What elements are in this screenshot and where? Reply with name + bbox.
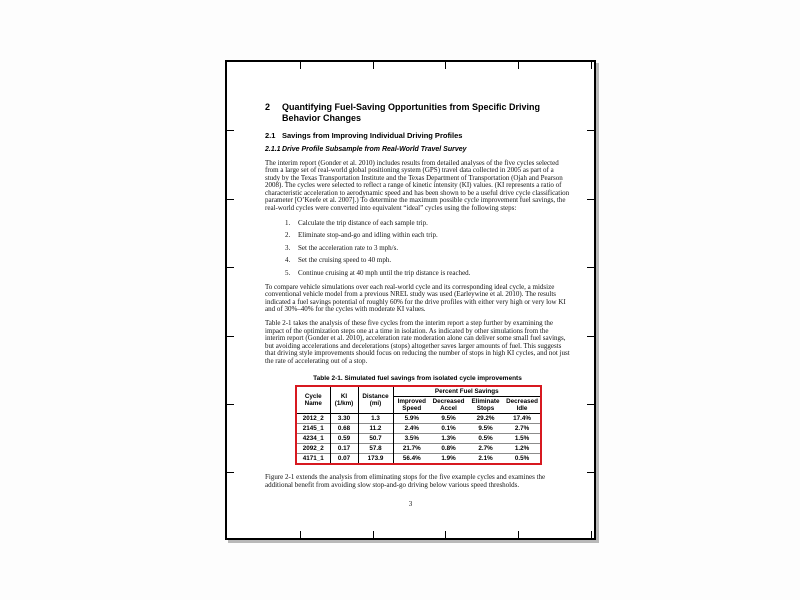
border-tick-mark	[227, 404, 234, 405]
table-block	[295, 375, 540, 465]
col-group-header-percent-fuel-savings: Percent Fuel Savings	[393, 386, 541, 397]
table-cell: 0.1%	[430, 423, 467, 433]
table-cell: 1.2%	[504, 443, 541, 453]
table-row	[296, 433, 541, 443]
paragraph-table-discussion: Table 2-1 takes the analysis of these five cycles from the interim report a step further by examining the impact of the optimization steps one at a time in isolation. As indicated by other simulations from the interim report (Gonder et al. 2010), acceleration rate moderation alone can deliver some small fuel savings, but avoiding accelerations and decelerations (stops) altogether saves larger amounts of fuel. This suggests that driving style improvements should focus on reducing the number of stops in high KI cycles, and not just the rate of accelerating out of a stop.	[265, 319, 570, 365]
table-cell: 0.5%	[504, 453, 541, 464]
list-item-number: 3.	[285, 243, 291, 252]
list-item-text: Set the acceleration rate to 3 mph/s.	[298, 243, 399, 252]
border-tick-mark	[518, 62, 519, 69]
list-item-text: Eliminate stop-and-go and idling within each trip.	[298, 231, 438, 240]
table-cell: 57.8	[358, 443, 393, 453]
page-number: 3	[408, 500, 413, 508]
chapter-title: Quantifying Fuel-Saving Opportunities from Specific Driving Behavior Changes	[282, 102, 541, 123]
list-item	[285, 245, 570, 253]
table-cell: 1.9%	[430, 453, 467, 464]
table-cell: 0.17	[330, 443, 358, 453]
table-cell: 2.7%	[504, 423, 541, 433]
border-tick-mark	[373, 62, 374, 69]
table-header	[296, 386, 541, 414]
table-cell: 2.7%	[467, 443, 504, 453]
list-item-number: 1.	[285, 218, 291, 227]
list-item-number: 4.	[285, 256, 291, 265]
table-cell: 50.7	[358, 433, 393, 443]
table-cell: 2.1%	[467, 453, 504, 464]
list-item	[285, 220, 570, 228]
table-cell: 173.9	[358, 453, 393, 464]
subsection-heading	[265, 146, 570, 154]
table-cell: 3.30	[330, 413, 358, 423]
border-tick-mark	[587, 472, 594, 473]
table-cell: 2012_2	[296, 413, 330, 423]
table-cell: 21.7%	[393, 443, 430, 453]
table-cell: 17.4%	[504, 413, 541, 423]
col-header-decreased-accel: Decreased Accel	[432, 397, 465, 412]
steps-list	[285, 220, 570, 278]
table-caption: Table 2-1. Simulated fuel savings from isolated cycle improvements	[313, 374, 522, 382]
col-header-ki: KI (1/km)	[330, 386, 358, 414]
list-item-text: Calculate the trip distance of each sample trip.	[298, 218, 428, 227]
border-tick-mark	[373, 531, 374, 538]
table-cell: 0.5%	[467, 433, 504, 443]
table-cell: 0.07	[330, 453, 358, 464]
list-item-number: 5.	[285, 269, 291, 278]
list-item	[285, 270, 570, 278]
border-tick-mark	[227, 130, 234, 131]
col-header-cycle-name: Cycle Name	[296, 386, 330, 414]
paragraph-simulation-results: To compare vehicle simulations over each real-world cycle and its corresponding ideal cycle, a midsize conventional vehicle model from a previous NREL study was used (Earleywine et al. 2010). The results indicated a fuel savings potential of roughly 60% for the drive profiles with either very high or very low KI and of 30%–40% for the cycles with moderate KI values.	[265, 282, 566, 314]
table-cell: 9.5%	[467, 423, 504, 433]
table-body	[296, 413, 541, 464]
border-tick-mark	[587, 130, 594, 131]
table-cell: 11.2	[358, 423, 393, 433]
fuel-savings-table	[295, 385, 542, 465]
border-tick-mark	[227, 472, 234, 473]
table-cell: 3.5%	[393, 433, 430, 443]
section-heading	[265, 132, 570, 141]
table-cell: 0.59	[330, 433, 358, 443]
col-header-eliminate-stops: Eliminate Stops	[471, 397, 500, 412]
table-cell: 2.4%	[393, 423, 430, 433]
table-cell: 2092_2	[296, 443, 330, 453]
border-tick-mark	[227, 267, 234, 268]
chapter-heading	[265, 102, 570, 123]
border-tick-mark	[587, 199, 594, 200]
border-tick-mark	[587, 404, 594, 405]
border-tick-mark	[591, 62, 592, 69]
table-row	[296, 443, 541, 453]
table-cell: 2145_1	[296, 423, 330, 433]
col-header-distance: Distance (mi)	[358, 386, 393, 414]
table-cell: 1.5%	[504, 433, 541, 443]
list-item-number: 2.	[285, 231, 291, 240]
border-tick-mark	[518, 531, 519, 538]
border-tick-mark	[445, 531, 446, 538]
paragraph-intro: The interim report (Gonder et al. 2010) includes results from detailed analyses of the five cycles selected from a large set of real-world global positioning system (GPS) travel data collected in 2005 as part of a study by the Texas Transportation Institute and the Texas Department of Transportation (Ojah and Pearson 2008). The cycles were selected to reflect a range of kinetic intensity (KI) values. (KI represents a ratio of characteristic acceleration to aerodynamic speed and has been shown to be a useful drive cycle classification parameter [O’Keefe et al. 2007].) To determine the maximum possible cycle improvement fuel savings, the real-world cycles were converted into equivalent “ideal” cycles using the following steps:	[265, 158, 570, 213]
paragraph-figure-reference: Figure 2-1 extends the analysis from eliminating stops for the five example cycles and examines the additional benefit from avoiding slow stop-and-go driving below various speed thresholds.	[265, 472, 546, 489]
subsection-title: Drive Profile Subsample from Real-World Travel Survey	[282, 145, 467, 153]
border-tick-mark	[227, 336, 234, 337]
table-cell: 29.2%	[467, 413, 504, 423]
border-tick-mark	[445, 62, 446, 69]
table-cell: 9.5%	[430, 413, 467, 423]
table-cell: 0.68	[330, 423, 358, 433]
section-title: Savings from Improving Individual Driving Profiles	[282, 131, 463, 140]
border-tick-mark	[300, 531, 301, 538]
border-tick-mark	[587, 336, 594, 337]
table-row	[296, 453, 541, 464]
table-cell: 4171_1	[296, 453, 330, 464]
border-tick-mark	[587, 267, 594, 268]
table-cell: 1.3%	[430, 433, 467, 443]
subsection-number: 2.1.1	[265, 145, 281, 153]
list-item-text: Continue cruising at 40 mph until the trip distance is reached.	[298, 269, 471, 278]
list-item-text: Set the cruising speed to 40 mph.	[298, 256, 392, 265]
list-item	[285, 257, 570, 265]
col-header-improved-speed: Improved Speed	[397, 397, 426, 412]
table-cell: 5.9%	[393, 413, 430, 423]
table-row	[296, 423, 541, 433]
page-content	[265, 102, 570, 489]
border-tick-mark	[591, 531, 592, 538]
chapter-number: 2	[265, 102, 271, 112]
section-number: 2.1	[265, 131, 276, 140]
border-tick-mark	[300, 62, 301, 69]
list-item	[285, 232, 570, 240]
table-cell: 56.4%	[393, 453, 430, 464]
table-row	[296, 413, 541, 423]
col-header-decreased-idle: Decreased Idle	[506, 397, 538, 412]
report-page	[225, 60, 596, 540]
table-cell: 1.3	[358, 413, 393, 423]
table-cell: 4234_1	[296, 433, 330, 443]
border-tick-mark	[227, 199, 234, 200]
table-cell: 0.8%	[430, 443, 467, 453]
